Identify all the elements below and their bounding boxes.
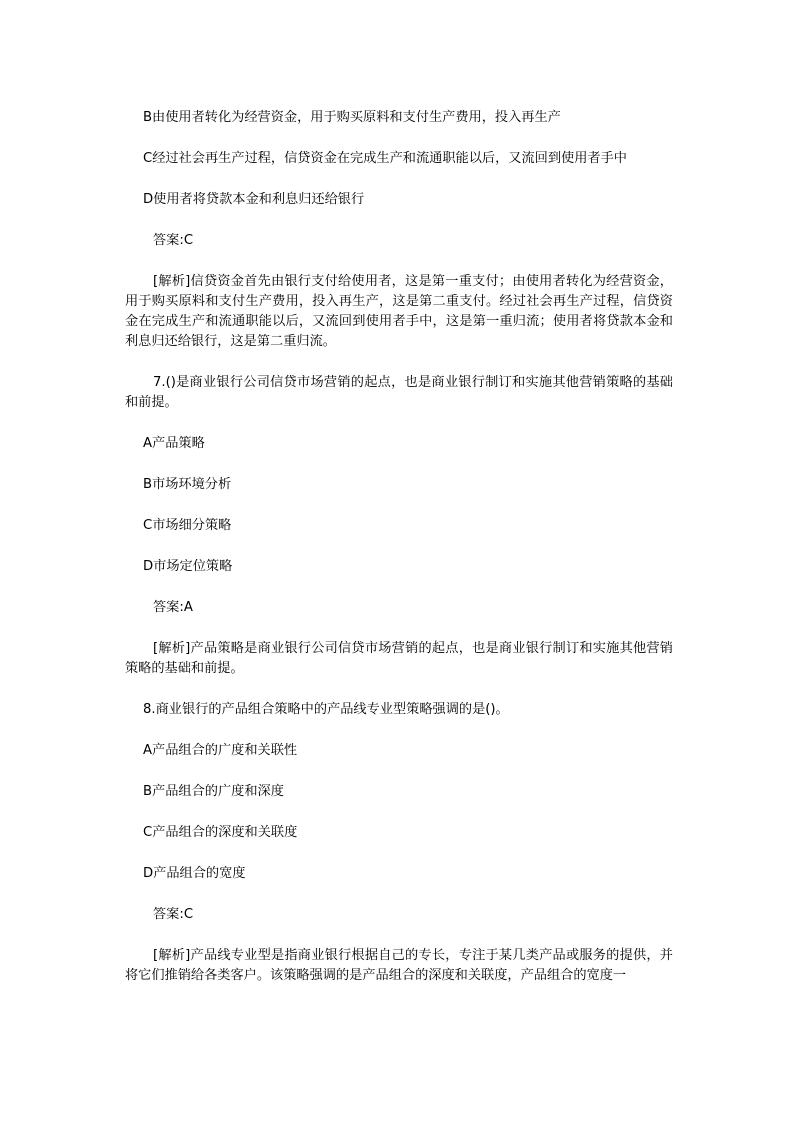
q7-option-b: B市场环境分析 bbox=[143, 477, 232, 492]
q8-option-a: A产品组合的广度和关联性 bbox=[143, 743, 298, 758]
q6-option-d: D使用者将贷款本金和利息归还给银行 bbox=[143, 192, 365, 207]
q7-option-d: D市场定位策略 bbox=[143, 559, 233, 574]
q7-option-c: C市场细分策略 bbox=[143, 518, 232, 533]
q8-explanation: [解析]产品线专业型是指商业银行根据自己的专长，专注于某几类产品或服务的提供，并将它们推销给各类客户。该策略强调的是产品组合的深度和关联度，产品组合的宽度一 bbox=[125, 948, 673, 983]
q8-stem: 8.商业银行的产品组合策略中的产品线专业型策略强调的是()。 bbox=[143, 702, 509, 717]
q6-option-c: C经过社会再生产过程，信贷资金在完成生产和流通职能以后，又流回到使用者手中 bbox=[143, 151, 627, 166]
q7-explanation: [解析]产品策略是商业银行公司信贷市场营销的起点，也是商业银行制订和实施其他营销策略的基础和前提。 bbox=[125, 641, 673, 676]
q7-stem: 7.()是商业银行公司信贷市场营销的起点，也是商业银行制订和实施其他营销策略的基础和前提。 bbox=[125, 375, 673, 410]
q6-option-b: B由使用者转化为经营资金，用于购买原料和支付生产费用，投入再生产 bbox=[143, 110, 561, 125]
q7-option-a: A产品策略 bbox=[143, 436, 205, 451]
q8-option-d: D产品组合的宽度 bbox=[143, 866, 246, 881]
q7-answer: 答案:A bbox=[153, 600, 193, 615]
q8-answer: 答案:C bbox=[153, 907, 194, 922]
q8-option-b: B产品组合的广度和深度 bbox=[143, 784, 284, 799]
q6-explanation: [解析]信贷资金首先由银行支付给使用者，这是第一重支付；由使用者转化为经营资金，用于购买原料和支付生产费用，投入再生产，这是第二重支付。经过社会再生产过程，信贷资金在完成生产和流通职能以后，又流回到使用者手中，这是第一重归流；使用者将贷款本金和利息归还给银行，这是第二重归流。 bbox=[125, 274, 673, 349]
q8-option-c: C产品组合的深度和关联度 bbox=[143, 825, 298, 840]
q6-answer: 答案:C bbox=[153, 233, 194, 248]
text-column bbox=[125, 108, 673, 986]
